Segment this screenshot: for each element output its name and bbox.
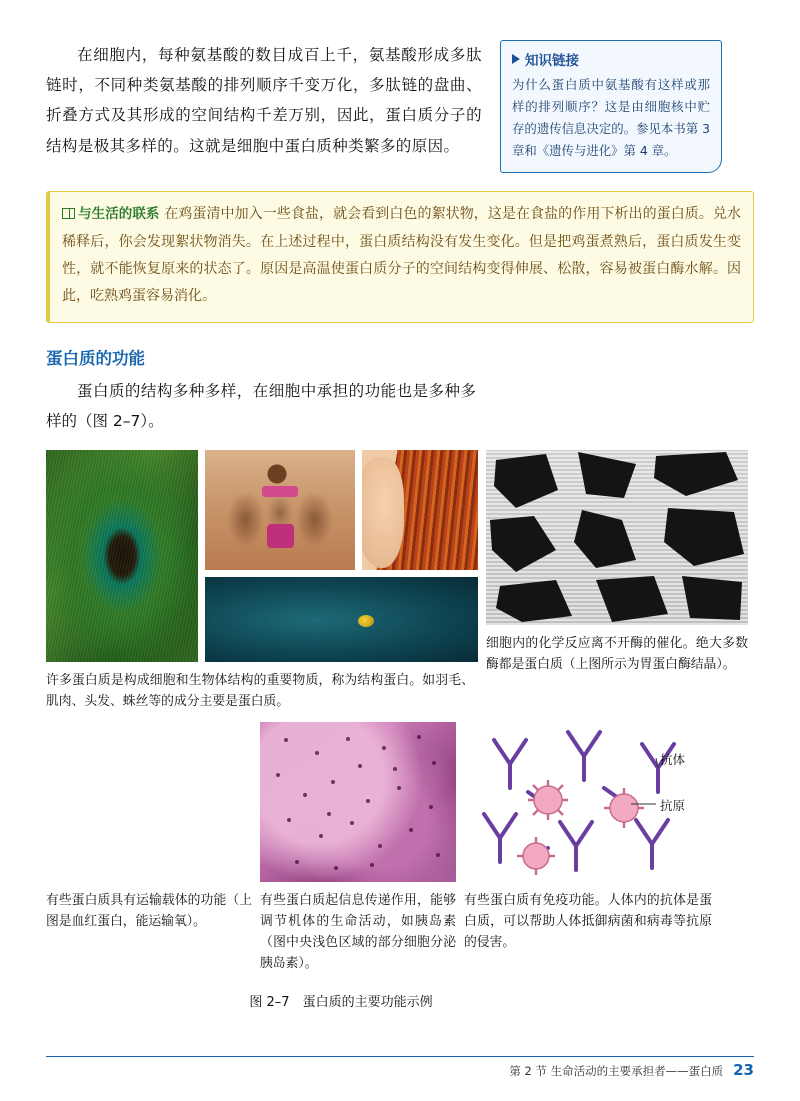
caption-signal: 有些蛋白质起信息传递作用，能够调节机体的生命活动，如胰岛素（图中央浅色区域的部分细胞分泌胰岛素）。 [260, 893, 456, 972]
antigen-label: 抗原 [660, 798, 686, 814]
page-footer [46, 1056, 754, 1079]
knowledge-box-title: 知识链接 [525, 53, 579, 69]
crystal-shapes-icon [486, 450, 748, 625]
structural-image-stack-top [205, 450, 478, 570]
hemoglobin-background [46, 722, 252, 882]
label-leader-lines [464, 722, 712, 882]
pancreatic-islet-micrograph [260, 722, 456, 882]
face-profile-art [362, 457, 404, 567]
antibody-antigen-diagram [464, 722, 712, 882]
structural-image-stack [205, 450, 478, 662]
intro-paragraph: 在细胞内，每种氨基酸的数目成百上千，氨基酸形成多肽链时，不同种类氨基酸的排列顺序千变万化，多肽链的盘曲、折叠方式及其形成的空间结构千差万别，因此，蛋白质分子的结构是极其多样的。这就是细胞中蛋白质种类繁多的原因。 [46, 46, 482, 155]
page-number: 23 [733, 1061, 754, 1079]
hemoglobin-model-illustration [46, 722, 252, 882]
figure-row-1 [46, 450, 754, 712]
signal-figure [260, 722, 456, 974]
transport-figure [46, 722, 252, 932]
peacock-feather-photo [46, 450, 198, 662]
life-connection-box [46, 191, 754, 322]
life-connection-label: 与生活的联系 [78, 206, 160, 223]
caption-enzyme: 细胞内的化学反应离不开酶的催化。绝大多数酶都是蛋白质（上图所示为胃蛋白酶结晶）。 [486, 635, 748, 673]
life-connection-content [62, 201, 741, 310]
bodybuilder-muscle-photo [205, 450, 355, 570]
feather-fiber-texture [46, 450, 198, 662]
knowledge-link-box [500, 40, 722, 173]
footer-divider [46, 1056, 754, 1057]
antibody-label: 抗体 [660, 752, 686, 768]
red-hair-photo [362, 450, 478, 570]
life-connection-body: 在鸡蛋清中加入一些食盐，就会看到白色的絮状物，这是在食盐的作用下析出的蛋白质。兑水稀释后，你会发现絮状物消失。在上述过程中，蛋白质结构没有发生变化。但是把鸡蛋煮熟后，蛋白质发生变性，就不能恢复原来的状态了。原因是高温使蛋白质分子的空间结构变得伸展、松散，容易被蛋白酶水解。因此，吃熟鸡蛋容易消化。 [62, 206, 742, 305]
figure-number-label: 图 2–7 蛋白质的主要功能示例 [249, 994, 433, 1010]
figure-row-2 [46, 722, 754, 974]
section-paragraph-block [46, 376, 476, 436]
spider-web-photo [205, 577, 478, 662]
immune-figure [464, 722, 712, 953]
structural-protein-figure [46, 450, 478, 712]
caption-transport: 有些蛋白质具有运输载体的功能（上图是血红蛋白，能运输氧）。 [46, 893, 252, 930]
spider-web-background [205, 577, 478, 662]
section-heading: 蛋白质的功能 [46, 348, 145, 368]
top-section [46, 40, 754, 173]
life-connection-label-wrap [62, 206, 164, 222]
knowledge-box-body-wrap [512, 74, 710, 162]
running-head: 第 2 节 生命活动的主要承担者——蛋白质 [509, 1064, 724, 1078]
book-icon [62, 208, 75, 219]
sports-top [262, 486, 298, 497]
section-paragraph: 蛋白质的结构多种多样，在细胞中承担的功能也是多种多样的（图 2–7）。 [46, 381, 476, 430]
figure-group [46, 450, 754, 1010]
footer-line [46, 1061, 754, 1079]
caption-structural: 许多蛋白质是构成细胞和生物体结构的重要物质，称为结构蛋白。如羽毛、肌肉、头发、蛛丝等的成分主要是蛋白质。 [46, 672, 474, 710]
caption-immune: 有些蛋白质有免疫功能。人体内的抗体是蛋白质，可以帮助人体抵御病菌和病毒等抗原的侵害。 [464, 893, 712, 951]
sports-bottom [267, 524, 294, 548]
enzyme-figure [486, 450, 748, 675]
muscle-shading [205, 450, 355, 570]
knowledge-box-title-row [512, 49, 710, 69]
spider-icon [358, 615, 374, 627]
pepsin-crystal-micrograph [486, 450, 748, 625]
intro-paragraph-block [46, 40, 482, 161]
knowledge-box-body: 为什么蛋白质中氨基酸有这样或那样的排列顺序？这是由细胞核中贮存的遗传信息决定的。参见本书第 3 章和《遗传与进化》第 4 章。 [512, 77, 710, 159]
structural-image-cluster [46, 450, 478, 662]
triangle-bullet-icon [512, 54, 520, 64]
cell-nuclei-texture [260, 722, 456, 882]
